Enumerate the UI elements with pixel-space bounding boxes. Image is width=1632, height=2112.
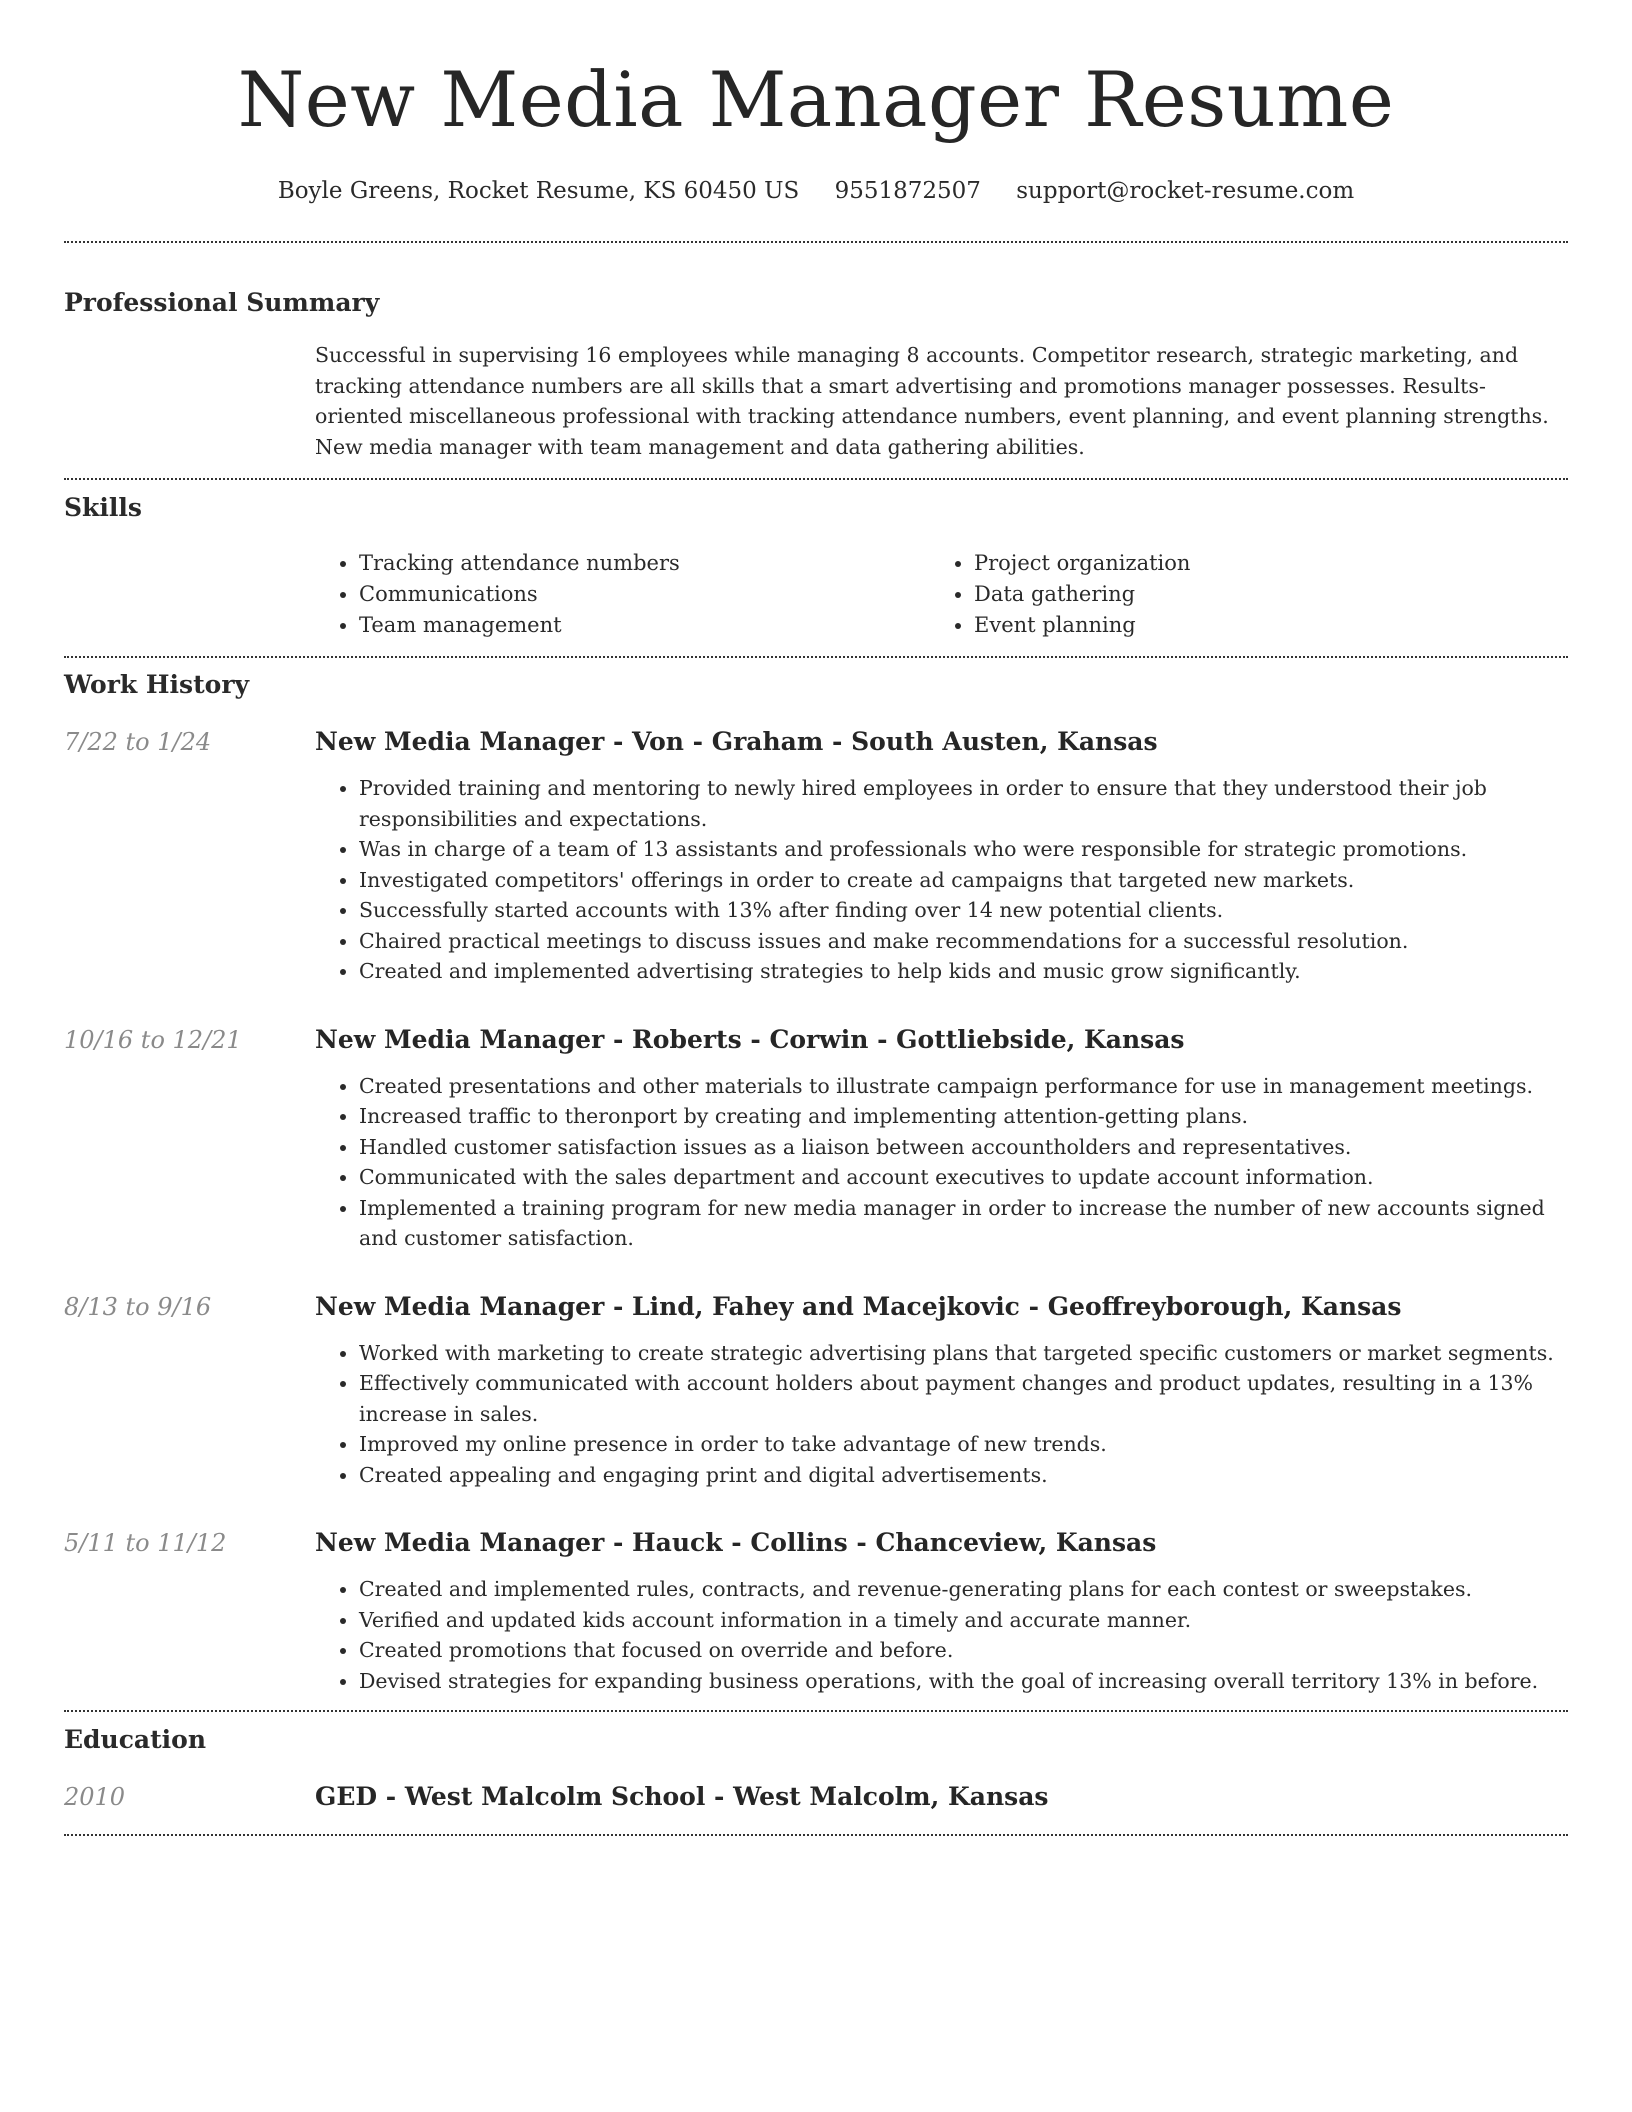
job-date: 5/11 to 11/12 — [64, 1529, 227, 1557]
skills-heading: Skills — [64, 493, 142, 522]
job-bullets — [315, 773, 1568, 987]
summary-text: Successful in supervising 16 employees while managing 8 accounts. Competitor research, strategic marketing, and tracking attendance numbers are all skills that a smart advertising and promotions manager possesses. Results-oriented miscellaneous professional with tracking attendance numbers, event planning, and event planning strengths. New media manager with team management and data gathering abilities. — [315, 343, 1549, 459]
job-entry — [64, 1292, 1568, 1491]
section-divider — [64, 1710, 1568, 1712]
job-bullet: • Communicated with the sales department and account executives to update account information. — [359, 1162, 1568, 1193]
job-bullet: • Successfully started accounts with 13% after finding over 14 new potential clients. — [359, 895, 1568, 926]
job-bullet: • Worked with marketing to create strategic advertising plans that targeted specific customers or market segments. — [359, 1338, 1568, 1369]
job-bullet: • Chaired practical meetings to discuss issues and make recommendations for a successful resolution. — [359, 926, 1568, 957]
job-title: New Media Manager - Roberts - Corwin - Gottliebside, Kansas — [315, 1024, 1185, 1054]
job-entry — [64, 1025, 1568, 1254]
skills-list — [315, 548, 1568, 641]
resume-title: New Media Manager Resume — [237, 55, 1395, 144]
job-entry — [64, 727, 1568, 987]
job-body — [315, 1025, 1568, 1254]
education-title: GED - West Malcolm School - West Malcolm, Kansas — [315, 1782, 1049, 1811]
job-body — [315, 1528, 1568, 1696]
job-entry — [64, 1528, 1568, 1696]
skills-column-left — [315, 548, 930, 641]
skill-item: • Tracking attendance numbers — [359, 548, 930, 579]
job-bullet: • Verified and updated kids account information in a timely and accurate manner. — [359, 1605, 1568, 1636]
skill-item: • Project organization — [974, 548, 1190, 579]
job-bullet: • Created promotions that focused on override and before. — [359, 1635, 1568, 1666]
job-bullet: • Improved my online presence in order to take advantage of new trends. — [359, 1429, 1568, 1460]
summary-section — [64, 287, 1568, 462]
skill-item: • Event planning — [974, 610, 1190, 641]
contact-phone: 9551872507 — [834, 178, 981, 204]
job-bullets — [315, 1071, 1568, 1254]
section-divider — [64, 656, 1568, 658]
summary-heading: Professional Summary — [64, 288, 380, 317]
contact-address: Boyle Greens, Rocket Resume, KS 60450 US — [277, 178, 800, 204]
summary-content — [315, 340, 1568, 462]
job-title: New Media Manager - Hauck - Collins - Chanceview, Kansas — [315, 1528, 1157, 1557]
contact-line — [0, 176, 1632, 206]
job-bullet: • Investigated competitors' offerings in order to create ad campaigns that targeted new markets. — [359, 865, 1568, 896]
work-history-heading: Work History — [64, 670, 250, 699]
job-title: New Media Manager - Von - Graham - South Austen, Kansas — [315, 727, 1158, 756]
job-bullets — [315, 1574, 1568, 1696]
job-bullet: • Created and implemented advertising strategies to help kids and music grow significantly. — [359, 956, 1568, 987]
education-date: 2010 — [64, 1783, 126, 1811]
skills-section — [64, 492, 1568, 641]
job-bullet: • Created presentations and other materials to illustrate campaign performance for use in management meetings. — [359, 1071, 1568, 1102]
section-divider — [64, 1834, 1568, 1836]
skill-item: • Communications — [359, 579, 930, 610]
education-heading: Education — [64, 1725, 207, 1754]
job-date: 10/16 to 12/21 — [64, 1025, 242, 1054]
job-body — [315, 727, 1568, 987]
education-entry — [64, 1782, 1568, 1812]
work-history-section — [64, 669, 1568, 1696]
resume-header — [0, 0, 1632, 206]
skills-column-right — [930, 548, 1190, 641]
job-date: 7/22 to 1/24 — [64, 728, 212, 756]
job-date: 8/13 to 9/16 — [64, 1292, 212, 1321]
job-bullet: • Implemented a training program for new media manager in order to increase the number of new accounts signed and customer satisfaction. — [359, 1193, 1568, 1254]
job-bullet: • Created and implemented rules, contracts, and revenue-generating plans for each contest or sweepstakes. — [359, 1574, 1568, 1605]
job-bullet: • Created appealing and engaging print and digital advertisements. — [359, 1460, 1568, 1491]
job-bullets — [315, 1338, 1568, 1491]
job-body — [315, 1292, 1568, 1491]
job-bullet: • Effectively communicated with account holders about payment changes and product updates, resulting in a 13% increase in sales. — [359, 1368, 1568, 1429]
job-bullet: • Devised strategies for expanding business operations, with the goal of increasing overall territory 13% in before. — [359, 1666, 1568, 1697]
section-divider — [64, 478, 1568, 480]
education-body — [315, 1782, 1568, 1812]
section-divider — [64, 241, 1568, 243]
job-title: New Media Manager - Lind, Fahey and Macejkovic - Geoffreyborough, Kansas — [315, 1291, 1402, 1321]
contact-email: support@rocket-resume.com — [1016, 178, 1355, 204]
job-bullet: • Increased traffic to theronport by creating and implementing attention-getting plans. — [359, 1101, 1568, 1132]
education-section — [64, 1724, 1568, 1812]
skill-item: • Team management — [359, 610, 930, 641]
job-bullet: • Provided training and mentoring to newly hired employees in order to ensure that they understood their job responsibilities and expectations. — [359, 773, 1568, 834]
skill-item: • Data gathering — [974, 579, 1190, 610]
job-bullet: • Handled customer satisfaction issues as a liaison between accountholders and representatives. — [359, 1132, 1568, 1163]
job-bullet: • Was in charge of a team of 13 assistants and professionals who were responsible for strategic promotions. — [359, 834, 1568, 865]
